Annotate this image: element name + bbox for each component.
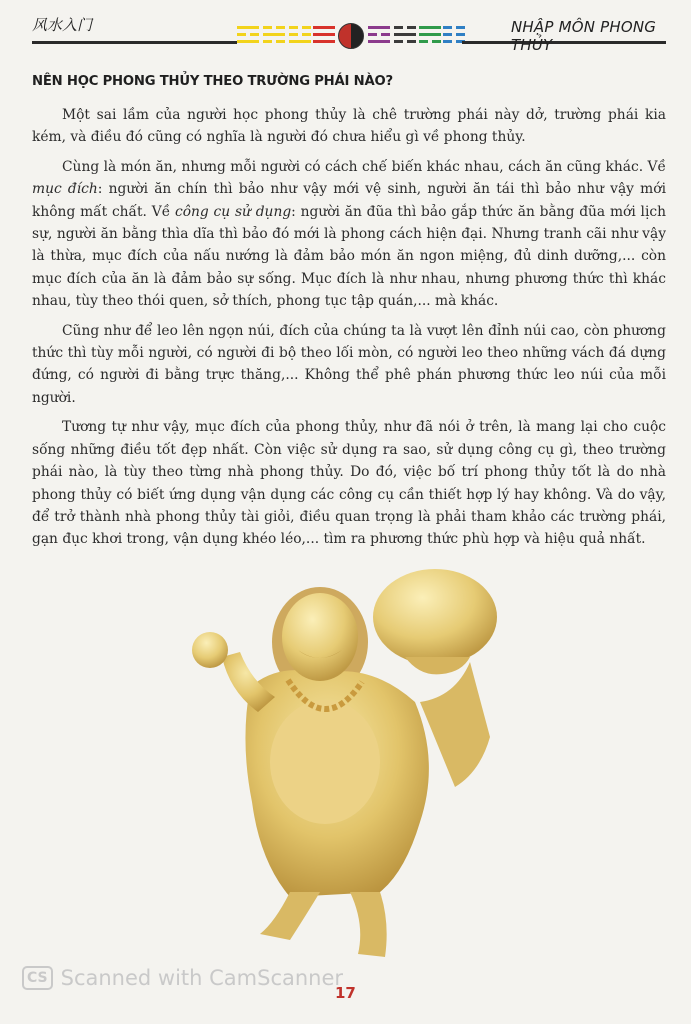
paragraph: Cùng là món ăn, nhưng mỗi người có cách chế biến khác nhau, cách ăn cũng khác. Về mục đích: người ăn chín thì bảo như vậy mới vệ sinh, người ăn tái thì bảo như vậy mới không mất chất. Về công cụ sử dụng: người ăn đũa thì bảo gắp thức ăn bằng đũa mới lịch sự, người ăn bằng thìa dĩa thì bảo đó mới là phong cách hiện đại. Nhưng tranh cãi như vậy là thừa, mục đích của nấu nướng là đảm bảo món ăn ngon miệng, đủ dinh dưỡng,... còn mục đích của ăn là đảm bảo sự sống. Mục đích là như nhau, nhưng phương thức thì khác nhau, tùy theo thói quen, sở thích, phong tục tập quán,... mà khác. (32, 158, 666, 310)
yin-yang-icon (338, 23, 364, 49)
trigram-icon (368, 26, 390, 46)
trigram-icon (289, 26, 311, 46)
italic-term: công cụ sử dụng (175, 203, 292, 220)
section-heading: NÊN HỌC PHONG THỦY THEO TRƯỜNG PHÁI NÀO? (32, 74, 393, 89)
page-header (0, 0, 691, 60)
trigram-icon (419, 26, 441, 46)
scanner-watermark: CS Scanned with CamScanner (22, 966, 343, 990)
trigram-icon (394, 26, 416, 46)
paragraph: Một sai lầm của người học phong thủy là chê trường phái này dở, trường phái kia kém, và điều đó cũng có nghĩa là người đó chưa hiểu gì về phong thủy. (32, 107, 666, 146)
header-chinese-title: 风水入门 (32, 16, 93, 34)
laughing-buddha-statue-icon (180, 562, 510, 967)
trigram-decoration (235, 20, 467, 50)
body-text (32, 104, 666, 558)
header-rule-left (32, 41, 237, 44)
camscanner-logo: CS (22, 966, 53, 990)
paragraph: Cũng như để leo lên ngọn núi, đích của chúng ta là vượt lên đỉnh núi cao, còn phương thức thì tùy mỗi người, có người đi bộ theo lối mòn, có người leo theo những vách đá dựng đứng, có người đi bằng trực thăng,... Không thể phê phán phương thức leo núi của mỗi người. (32, 322, 666, 406)
page-number: 17 (335, 984, 356, 1002)
trigram-icon (313, 26, 335, 46)
header-book-title: NHẬP MÔN PHONG THỦY (511, 18, 657, 54)
paragraph: Tương tự như vậy, mục đích của phong thủy, như đã nói ở trên, là mang lại cho cuộc sống những điều tốt đẹp nhất. Còn việc sử dụng ra sao, sử dụng công cụ gì, theo trường phái nào, là tùy theo từng nhà phong thủy. Do đó, việc bố trí phong thủy tốt là do nhà phong thủy có biết ứng dụng vận dụng các công cụ cần thiết hợp lý hay không. Và do vậy, để trở thành nhà phong thủy tài giỏi, điều quan trọng là phải tham khảo các trường phái, gạn đục khơi trong, vận dụng khéo léo,... tìm ra phương thức phù hợp và hiệu quả nhất. (32, 419, 666, 548)
trigram-icon (237, 26, 259, 46)
italic-term: mục đích (32, 181, 98, 198)
trigram-icon (263, 26, 285, 46)
